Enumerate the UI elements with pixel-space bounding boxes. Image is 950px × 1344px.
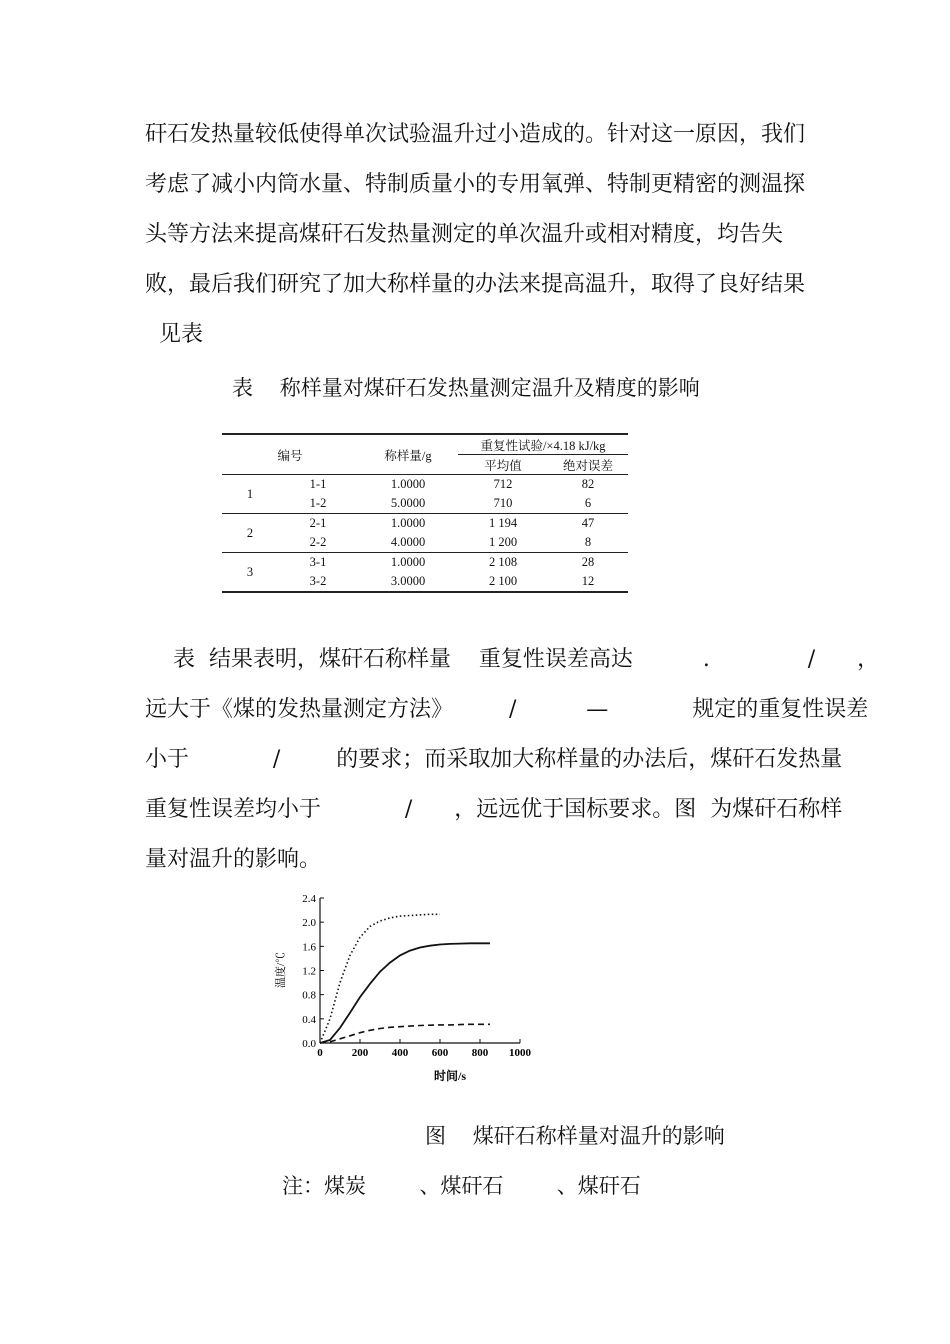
- y-tick-label: 0.4: [302, 1013, 316, 1026]
- table-row: [222, 572, 628, 592]
- weight-cell: 5.0000: [358, 494, 458, 514]
- group-cell: 1: [222, 475, 278, 514]
- header-repeat: 重复性试验/×4.18 kJ/kg: [458, 434, 628, 455]
- weight-cell: 1.0000: [390, 516, 426, 530]
- data-table: [222, 433, 628, 593]
- y-tick-label: 0.0: [302, 1038, 316, 1050]
- table-caption: 表 称样量对煤矸石发热量测定温升及精度的影响: [232, 376, 700, 400]
- x-tick-label: 200: [351, 1047, 369, 1059]
- text-line: 量对温升的影响。: [145, 847, 322, 872]
- group-cell: 3: [222, 553, 278, 593]
- header-weight: 称样量/g: [358, 434, 458, 475]
- text-line: 头等方法来提高煤矸石发热量测定的单次温升或相对精度，均告失: [145, 222, 784, 247]
- err-cell: 12: [548, 572, 628, 592]
- sub-cell: 2-2: [278, 533, 358, 553]
- series-line-solid: [320, 943, 490, 1043]
- figure-note: 注：煤炭 、煤矸石 、煤矸石: [282, 1174, 641, 1198]
- group-cell: 2: [222, 514, 278, 553]
- chart-axes: [302, 893, 531, 1059]
- avg-cell: 712: [493, 477, 513, 491]
- y-tick-label: 2.0: [302, 917, 316, 930]
- avg-cell: 1 200: [458, 533, 548, 553]
- x-tick-label: 0: [317, 1047, 323, 1059]
- avg-cell: 2 100: [458, 572, 548, 592]
- y-tick-label: 2.4: [302, 893, 316, 905]
- x-tick-label: 800: [471, 1047, 489, 1059]
- header-abs-err: 绝对误差: [548, 455, 628, 475]
- sub-cell: 3-1: [309, 555, 327, 569]
- text-line: 败，最后我们研究了加大称样量的办法来提高温升，取得了良好结果: [145, 272, 806, 297]
- avg-cell: 710: [458, 494, 548, 514]
- table-row: [222, 553, 628, 573]
- weight-cell: 1.0000: [390, 555, 426, 569]
- err-cell: 8: [548, 533, 628, 553]
- text-line: 远大于《煤的发热量测定方法》 / — 规定的重复性误差: [145, 697, 869, 722]
- y-tick-label: 1.2: [302, 965, 316, 978]
- sub-cell: 1-1: [309, 477, 327, 491]
- x-tick-label: 1000: [509, 1047, 531, 1059]
- text-line: 表 结果表明，煤矸石称样量 重复性误差高达 . / ，: [145, 647, 880, 672]
- err-cell: 82: [581, 477, 595, 491]
- err-cell: 28: [581, 555, 595, 569]
- sub-cell: 1-2: [278, 494, 358, 514]
- x-axis-label: 时间/s: [433, 1069, 467, 1083]
- text-line: 考虑了减小内筒水量、特制质量小的专用氧弹、特制更精密的测温探: [145, 172, 806, 197]
- figure-caption: 图 煤矸石称样量对温升的影响: [425, 1124, 725, 1148]
- y-axis-label: 温度/℃: [275, 951, 287, 989]
- weight-cell: 3.0000: [358, 572, 458, 592]
- table-row: [222, 533, 628, 553]
- header-id: 编号: [222, 434, 358, 475]
- err-cell: 6: [548, 494, 628, 514]
- table-row: [222, 514, 628, 534]
- sub-cell: 2-1: [309, 516, 327, 530]
- header-avg: 平均值: [458, 455, 548, 475]
- x-tick-label: 400: [391, 1047, 409, 1059]
- err-cell: 47: [581, 516, 595, 530]
- table-row: [222, 475, 628, 495]
- text-line: 矸石发热量较低使得单次试验温升过小造成的。针对这一原因，我们: [145, 122, 806, 147]
- avg-cell: 2 108: [488, 555, 518, 569]
- text-line: 重复性误差均小于 / ，远远优于国标要求。图 为煤矸石称样: [145, 797, 843, 822]
- y-tick-label: 0.8: [302, 989, 316, 1002]
- temperature-rise-chart: [270, 888, 560, 1088]
- chart-series: [320, 914, 490, 1043]
- text-line: 见表: [145, 322, 203, 347]
- y-tick-label: 1.6: [302, 941, 316, 954]
- x-tick-label: 600: [431, 1047, 449, 1059]
- table-row: [222, 494, 628, 514]
- series-line-dashed: [320, 1024, 490, 1043]
- avg-cell: 1 194: [488, 516, 518, 530]
- sub-cell: 3-2: [278, 572, 358, 592]
- series-line-dotted: [320, 914, 440, 1043]
- text-line: 小于 / 的要求；而采取加大称样量的办法后，煤矸石发热量: [145, 747, 843, 772]
- weight-cell: 1.0000: [390, 477, 426, 491]
- weight-cell: 4.0000: [358, 533, 458, 553]
